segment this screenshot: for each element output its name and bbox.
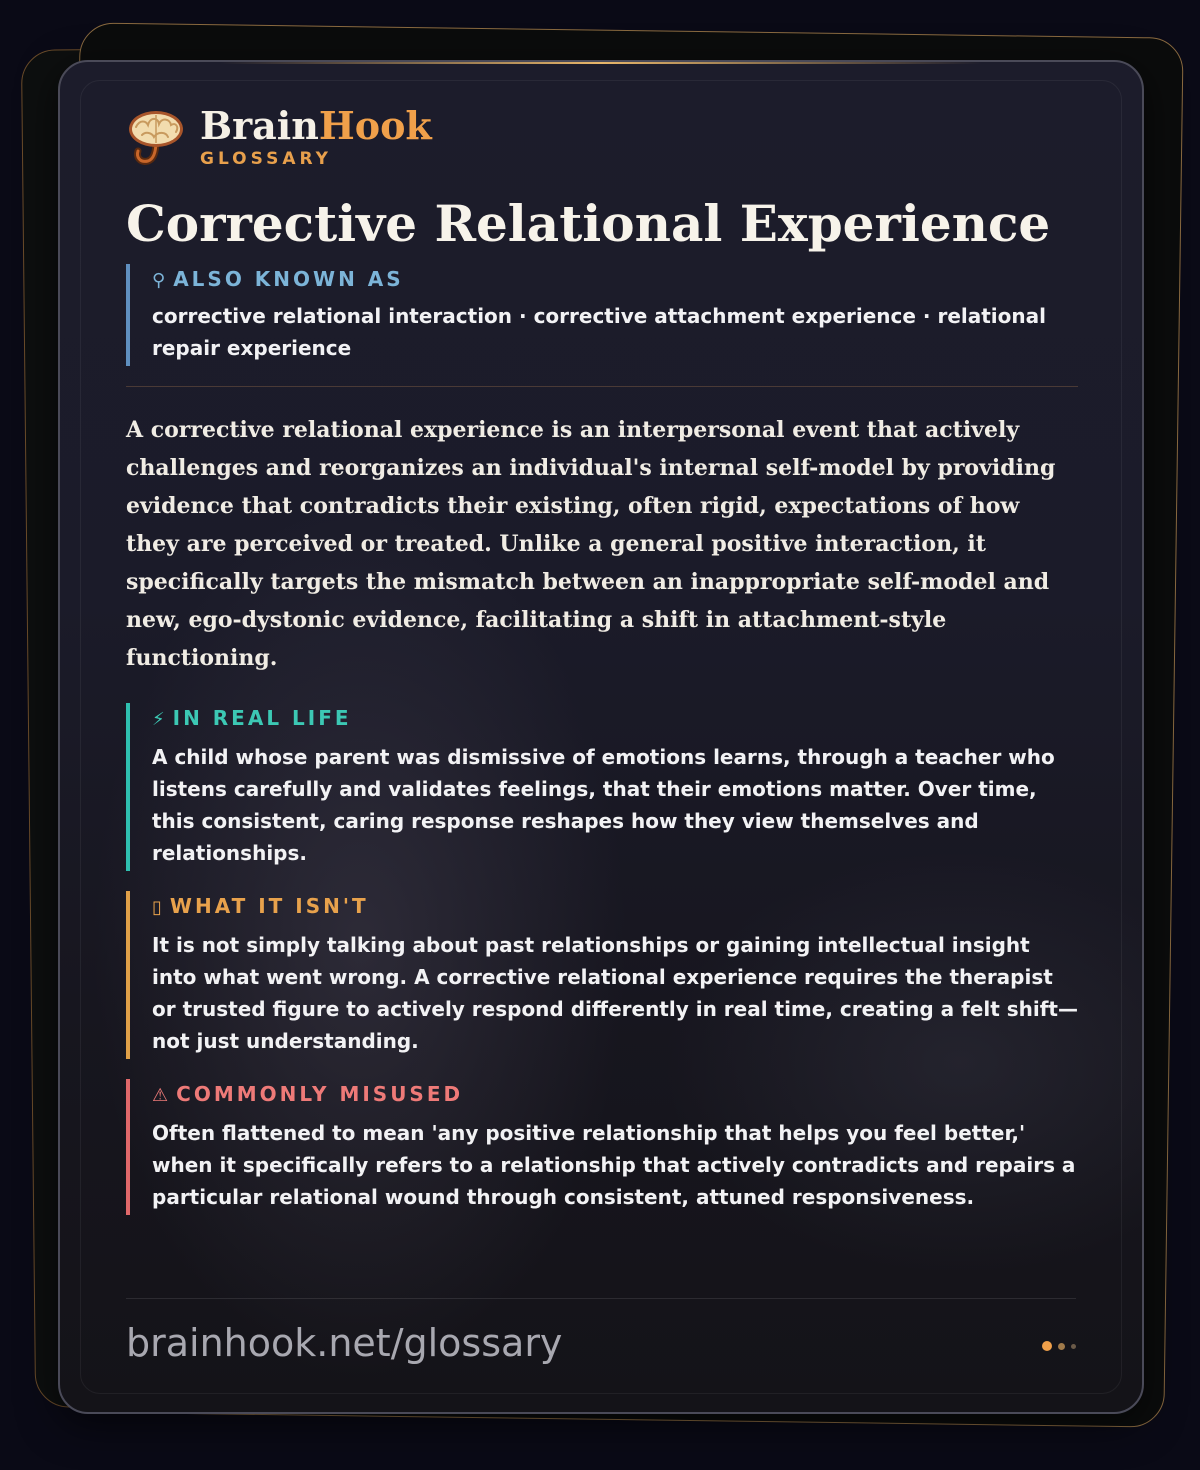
in-real-life-text: A child whose parent was dismissive of emotions learns, through a teacher who listens carefully and validates feelings, that their emotions matter. Over time, this consistent, caring response reshapes how they view themselves and relationships. — [152, 745, 1055, 865]
also-known-as-label — [152, 266, 1078, 294]
dot-active — [1042, 1341, 1052, 1351]
definition-text: A corrective relational experience is an interpersonal event that actively challenges and reorganizes an individual's internal self-model by providing evidence that contradicts their existing, often rigid, expectations of how they are perceived or treated. Unlike a general positive interaction, it specifically targets the mismatch between an inappropriate self-model and new, ego-dystonic evidence, facilitating a shift in attachment-style functioning. — [126, 417, 1056, 671]
pagination-dots — [1036, 1341, 1076, 1351]
commonly-misused-label-text: COMMONLY MISUSED — [176, 1082, 464, 1106]
in-real-life-section — [126, 703, 1078, 871]
dot-secondary — [1058, 1343, 1065, 1350]
also-known-as-label-text: ALSO KNOWN AS — [173, 267, 404, 291]
glossary-card — [58, 60, 1144, 1414]
brand-header — [126, 102, 1078, 172]
commonly-misused-section — [126, 1079, 1078, 1215]
footer-url-link[interactable]: brainhook.net/glossary — [126, 1321, 563, 1365]
what-it-isnt-section — [126, 891, 1078, 1059]
card-content — [126, 102, 1078, 1215]
also-known-as-text: corrective relational interaction · corrective attachment experience · relational repair experience — [152, 304, 1046, 360]
what-it-isnt-label-text: WHAT IT ISN'T — [169, 894, 369, 918]
brand-name-brain: Brain — [200, 103, 319, 148]
brand-text — [200, 105, 432, 169]
brand-name-hook: Hook — [318, 103, 432, 148]
lightning-icon: ⚡ — [152, 709, 165, 730]
in-real-life-label-text: IN REAL LIFE — [172, 706, 352, 730]
card-footer — [126, 1298, 1076, 1399]
commonly-misused-text: Often flattened to mean 'any positive relationship that helps you feel better,' when it specifically refers to a relationship that actively contradicts and repairs a particular relational wound through consistent, attuned responsiveness. — [152, 1121, 1076, 1209]
warning-icon: ⚠ — [152, 1085, 169, 1106]
brand-name — [200, 105, 432, 147]
what-it-isnt-text: It is not simply talking about past relationships or gaining intellectual insight into what went wrong. A corrective relational experience requires the therapist or trusted figure to actively respond differently in real time, creating a felt shift—not just understanding. — [152, 933, 1078, 1053]
brand-subtitle: GLOSSARY — [200, 149, 332, 169]
in-real-life-label — [152, 705, 1078, 733]
dot-tertiary — [1071, 1344, 1076, 1349]
what-it-isnt-label — [152, 893, 1078, 921]
page-title: Corrective Relational Experience — [126, 194, 1051, 253]
card-top-glow — [220, 62, 982, 64]
commonly-misused-label — [152, 1081, 1078, 1109]
missing-glyph-icon: ▯ — [152, 897, 162, 918]
brain-hook-logo-icon — [126, 107, 186, 167]
also-known-as-section — [126, 264, 1078, 366]
lightbulb-icon: ⚲ — [152, 270, 166, 291]
divider — [126, 386, 1078, 387]
